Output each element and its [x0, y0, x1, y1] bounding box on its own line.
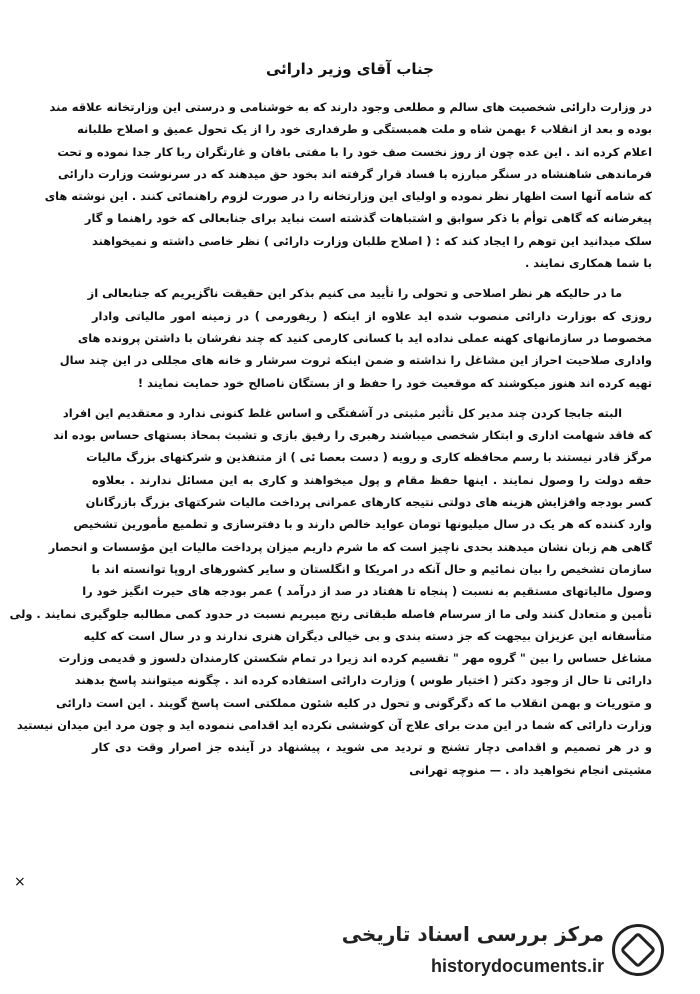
text-line: سلک میدانید این توهم را ایجاد کند که : ( اصلاح طلبان وزارت دارائی ) نظر خاصی داشته و نمیخواهند	[92, 233, 652, 248]
text-line: که شامه آنها است اظهار نظر نموده و اولیای این وزارتخانه را در صورت لزوم راهنمائی کنند . این نوشته های	[44, 189, 652, 204]
text-line: دارائی تا حال از وجود دکتر ( اختیار طوس ) وزارت دارائی استفاده کرده اند . چگونه میتوانند پاسخ بدهند	[74, 673, 652, 688]
text-line: مرگز قادر نیستند با رسم محافظه کاری و رویه ( دست بعصا ئی ) از متنفذین و شرکتهای بزرگ مالیات	[86, 450, 652, 465]
text-line: اعلام کرده اند . این عده چون از روز نخست صف خود را با مفتی بافان و غارتگران ربا کار جدا نموده و تحت	[57, 144, 652, 159]
paragraph-1	[44, 96, 652, 274]
document-body	[9, 96, 652, 789]
text-line: واداری صلاحیت احراز این مشاغل را نداشته و ضمن اینکه ثروت سرشار و خانه های مجللی در این چند سال	[59, 353, 652, 368]
archive-logo-icon	[612, 924, 664, 976]
document-title: جناب آقای وزیر دارائی	[266, 60, 434, 78]
text-line: مشاغل حساس را بین " گروه مهر " تقسیم کرده اند زیرا در تمام شکستن کارمندان دلسوز و قدیمی وزارت	[58, 651, 652, 666]
text-line: متأسفانه این عزیزان بیجهت که جز دسته بندی و بی خیالی دیگران هنری ندارند و در سال است که کلیه	[83, 628, 652, 643]
text-line: ما در حالیکه هر نظر اصلاحی و تحولی را تأیید می کنیم بذکر این حقیقت ناگزیریم که جنابعالی از	[87, 286, 622, 301]
text-line: کسر بودجه وافزایش هزینه های دولتی نتیجه کارهای عمرانی پرداخت مالیات شرکتهای بزرگ بازرگانان	[85, 495, 652, 510]
text-line	[92, 759, 652, 781]
text-line: حقه دولت را وصول نمایند . اینها حفظ مقام و پول میخواهند و کاری به این مسائل ندارند . بعلاوه	[92, 472, 652, 487]
paragraph-2	[59, 282, 652, 393]
watermark-org-name: مرکز بررسی اسناد تاریخی	[341, 922, 604, 946]
signature: — منوچه تهرانی	[409, 762, 502, 777]
text-line: بوده و بعد از انقلاب ۶ بهمن شاه و ملت همبستگی و طرفداری خود را از یک تحول عمیق و اصلاح طلبانه	[77, 122, 652, 137]
paragraph-3	[9, 402, 652, 781]
text-line: و در هر تصمیم و اقدامی دچار تشنج و تردید می شوید ، پیشنهاد در آینده جز اصرار وقت دی کار	[92, 740, 652, 755]
text-line: مخصوصا در سازمانهای کهنه عملی نداده اید با کسانی کارمی کنید که چند نفرشان با داشتن پرونده های	[77, 330, 652, 345]
text-line: و متوریات و بهمن انقلاب ما که دگرگونی و تحول در کلیه شئون مملکتی است پاسخ گویند . این است دارائی	[55, 695, 652, 710]
closing-text: مشیتی انجام نخواهید داد .	[505, 762, 652, 777]
text-line: روزی که بوزارت دارائی منصوب شده اید علاوه از اینکه ( ریفورمی ) در زمینه امور مالیاتی وادار	[92, 308, 652, 323]
text-line: تأمین و متعادل کنند ولی ما از سرسام فاصله طبقاتی رنج میبریم نسبت در حدود کمی مطالبه جلوگیری نمایند . ولی	[9, 606, 652, 621]
text-line: با شما همکاری نمایند .	[525, 256, 652, 271]
text-line: فرماندهی شاهنشاه در سنگر مبارزه با فساد قرار گرفته اند بخود حق میدهند که در سرنوشت وزارت دارائی	[57, 166, 652, 181]
text-line: وزارت دارائی که شما در این مدت برای علاج آن کوششی نکرده اید اقدامی ننموده اید و چون مرد این میدان نیستید	[16, 718, 652, 733]
text-line: وصول مالیاتهای مستقیم به نسبت ( پنجاه تا هفتاد در صد از درآمد ) عمر بودجه های حیرت انگیز خود را	[82, 584, 652, 599]
text-line: گاهی هم زبان نشان میدهند بحدی ناچیز است که ما شرم داریم میزان پرداخت مالیات این مؤسسات و انحصار	[48, 539, 652, 554]
text-line: البته جابجا کردن چند مدیر کل تأثیر مثبتی در آشفتگی و اساس غلط کنونی ندارد و معتقدیم این افراد	[62, 405, 622, 420]
text-line: که فاقد شهامت اداری و ابتکار شخصی میباشند رهبری را رفیق بازی و تشبث بمحاذ بستهای حساس بوده اند	[53, 428, 652, 443]
text-line: سازمان تشخیص را بیان نمائیم و حال آنکه در امریکا و انگلستان و سایر کشورهای اروپا توانسته اند با	[91, 561, 652, 576]
margin-mark: ×	[14, 874, 26, 890]
text-line: تهیه کرده اند هنوز میکوشند که موقعیت خود را حفظ و از بستگان ناصالح خود حمایت نمایند !	[137, 375, 652, 390]
text-line: در وزارت دارائی شخصیت های سالم و مطلعی وجود دارند که به خوشنامی و درستی این وزارتخانه علاقه مند	[49, 100, 652, 114]
watermark-url: historydocuments.ir	[430, 956, 604, 976]
watermark	[341, 918, 664, 984]
text-line: وارد کننده که هر یک در سال میلیونها تومان عواید خالص دارند و با دفترسازی و تطمیع مأمورین تشخیص	[73, 517, 652, 532]
text-line: پیغرضانه که گاهی توأم با ذکر سوابق و اشتباهات گذشته است نباید برای جنابعالی که خود راهنما و گار	[84, 211, 652, 226]
